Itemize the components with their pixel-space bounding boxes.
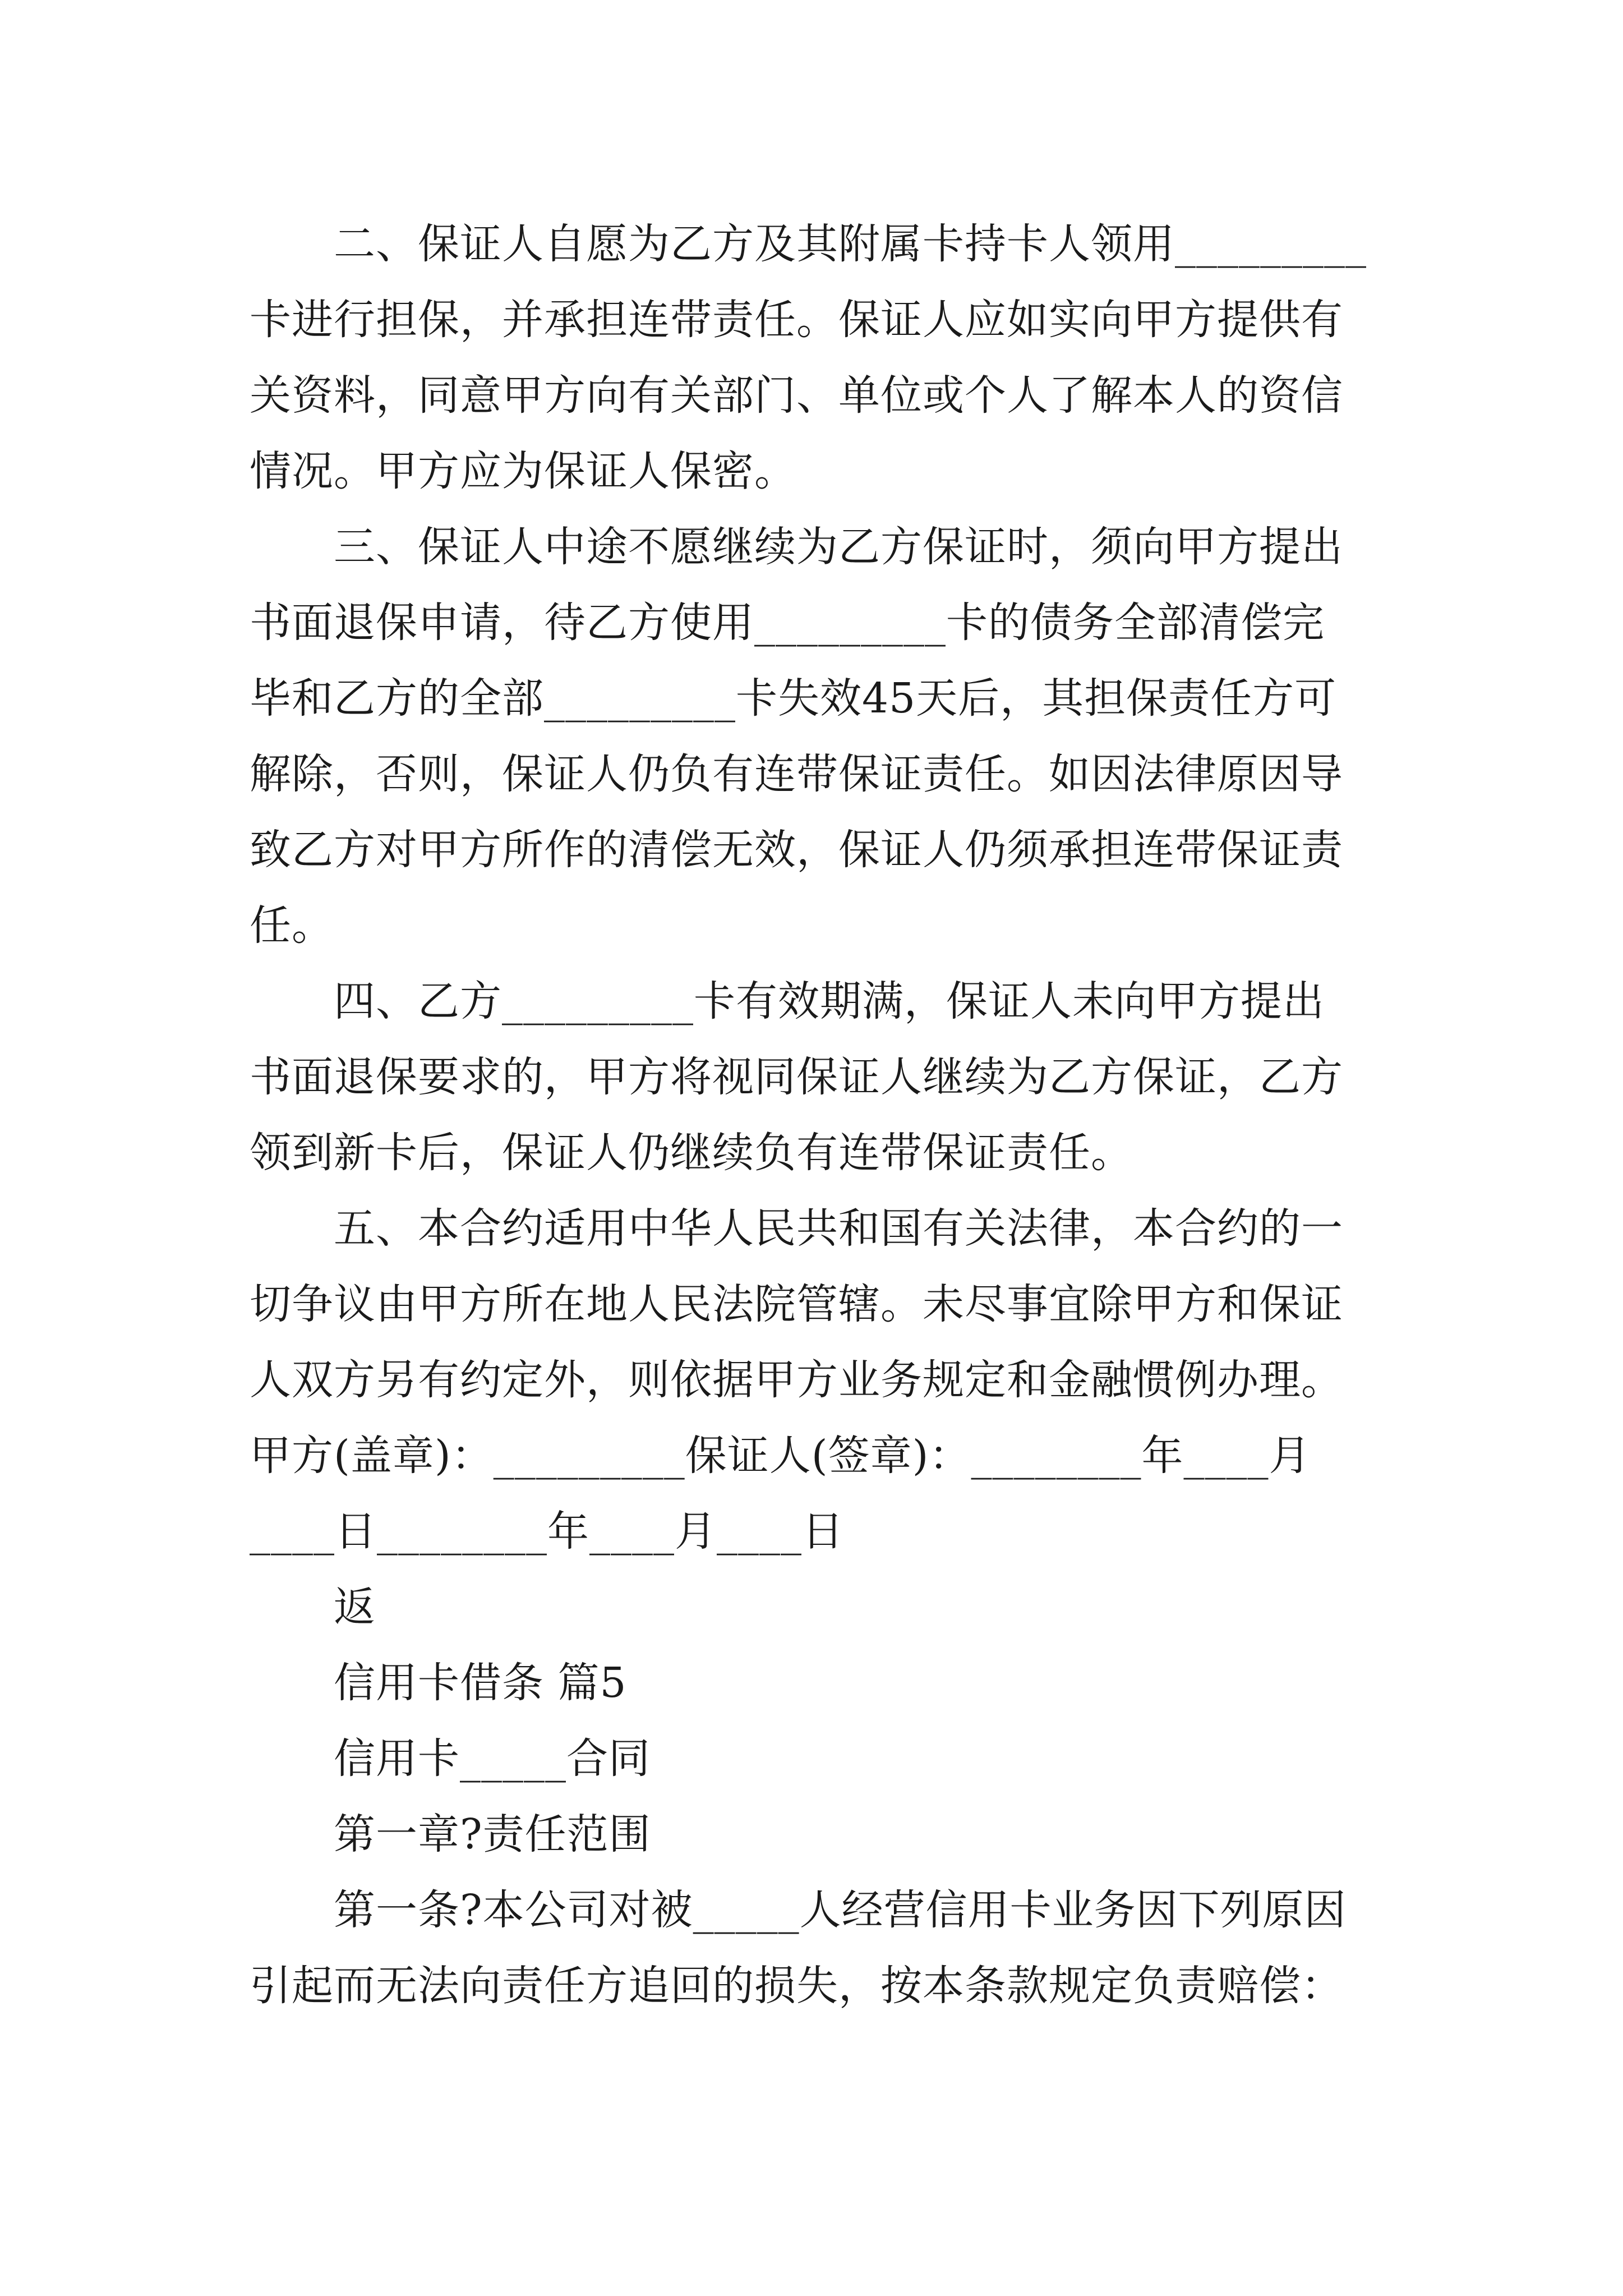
signature-line: 甲方(盖章)：_________保证人(签章)：________年____月 [250,1432,1311,1480]
text-line: 四、乙方_________卡有效期满，保证人未向甲方提出 [334,977,1325,1025]
text-line: 关资料，同意甲方向有关部门、单位或个人了解本人的资信 [250,371,1343,420]
text-line: 切争议由甲方所在地人民法院管辖。未尽事宜除甲方和保证 [250,1280,1343,1328]
text-line: 解除，否则，保证人仍负有连带保证责任。如因法律原因导 [250,750,1343,798]
text-line: 第一条?本公司对被_____人经营信用卡业务因下列原因 [334,1886,1347,1934]
chapter-title: 第一章?责任范围 [334,1810,651,1858]
text-line: 五、本合约适用中华人民共和国有关法律，本合约的一 [334,1204,1343,1253]
text-line: 任。 [250,901,334,950]
text-line: 人双方另有约定外，则依据甲方业务规定和金融惯例办理。 [250,1356,1343,1404]
text-line: 二、保证人自愿为乙方及其附属卡持卡人领用_________ [334,220,1367,268]
text-line: 致乙方对甲方所作的清偿无效，保证人仍须承担连带保证责 [250,826,1343,874]
date-line: ____日________年____月____日 [250,1507,844,1556]
text-line: 书面退保要求的，甲方将视同保证人继续为乙方保证，乙方 [250,1053,1343,1101]
text-line: 引起而无法向责任方追回的损失，按本条款规定负责赔偿： [250,1962,1343,2010]
text-line: 毕和乙方的全部_________卡失效45天后，其担保责任方可 [250,674,1337,723]
text-line: 三、保证人中途不愿继续为乙方保证时，须向甲方提出 [334,523,1343,571]
text-line: 书面退保申请，待乙方使用_________卡的债务全部清偿完 [250,599,1325,647]
text-line: 卡进行担保，并承担连带责任。保证人应如实向甲方提供有 [250,296,1343,344]
text-line: 领到新卡后，保证人仍继续负有连带保证责任。 [250,1129,1133,1177]
contract-title: 信用卡_____合同 [334,1734,651,1783]
text-line: 返 [334,1583,376,1631]
section-title: 信用卡借条 篇5 [334,1659,627,1707]
text-line: 情况。甲方应为保证人保密。 [250,447,796,495]
